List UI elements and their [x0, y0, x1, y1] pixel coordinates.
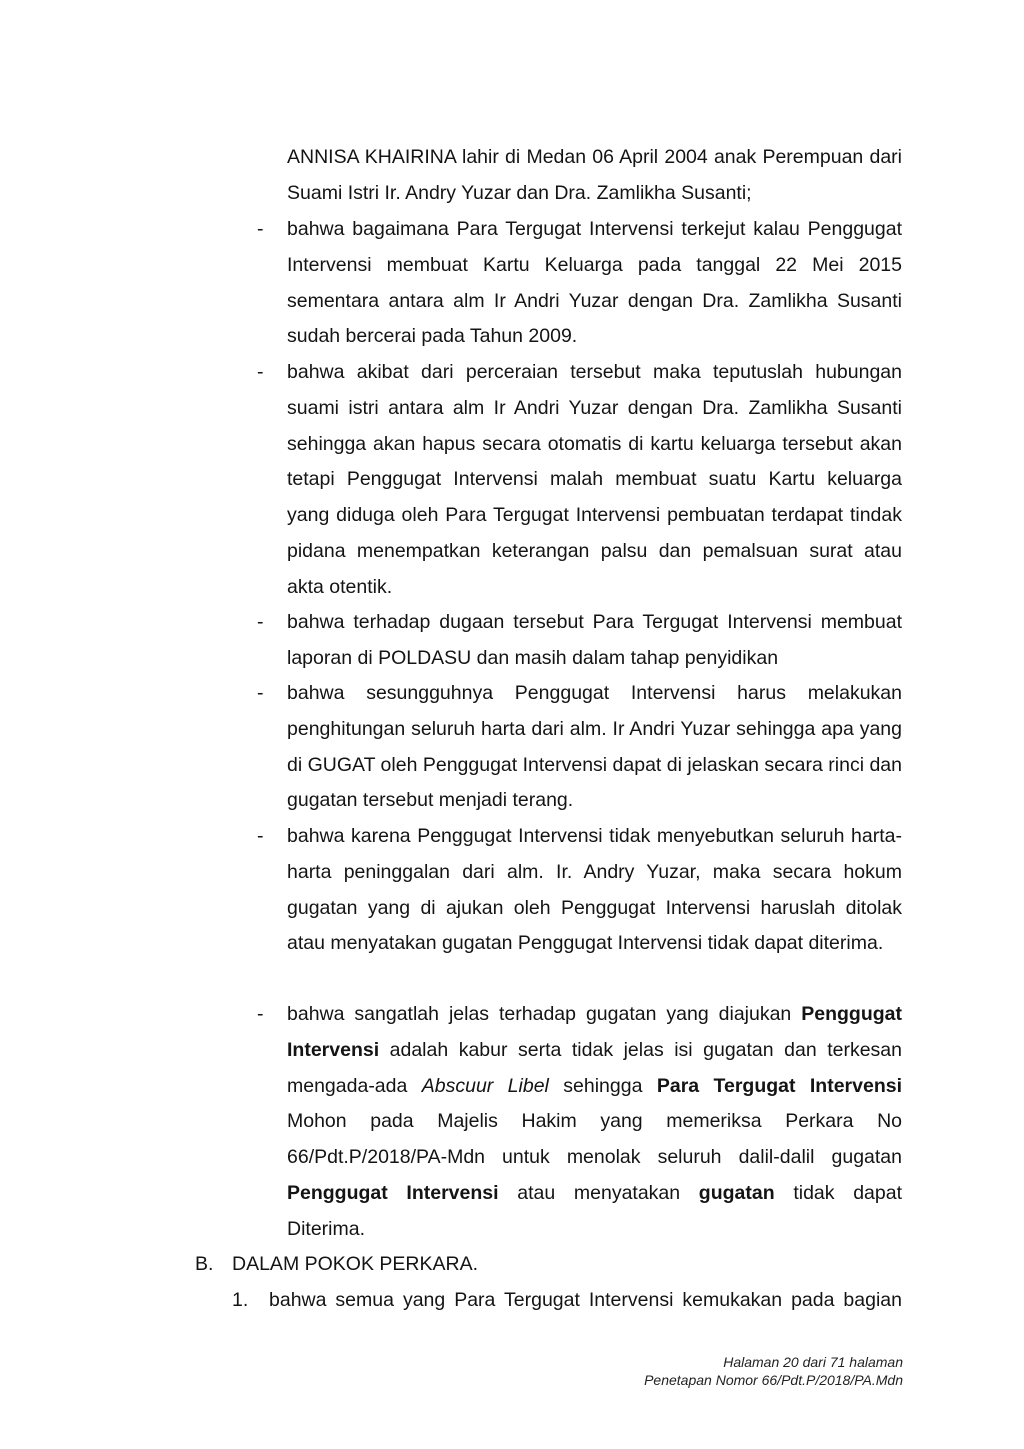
bold-term: gugatan	[698, 1181, 775, 1204]
text-run: Mohon pada Majelis Hakim yang memeriksa Perkara No 66/Pdt.P/2018/PA-Mdn untuk menolak seluruh dalil-dalil gugatan	[287, 1110, 902, 1169]
bullet-paragraph-1: bahwa bagaimana Para Tergugat Intervensi terkejut kalau Penggugat Intervensi membuat Kartu Keluarga pada tanggal 22 Mei 2015 sementara antara alm Ir Andri Yuzar dengan Dra. Zamlikha Susanti sudah bercerai pada Tahun 2009.	[287, 218, 902, 348]
bullet-paragraph-4: bahwa sesungguhnya Penggugat Intervensi harus melakukan penghitungan seluruh harta dari alm. Ir Andri Yuzar sehingga apa yang di GUGAT oleh Penggugat Intervensi dapat di jelaskan secara rinci dan gugatan tersebut menjadi terang.	[287, 682, 902, 812]
text-run: sehingga	[548, 1074, 657, 1097]
bullet-marker: -	[257, 218, 264, 240]
bullet-marker: -	[257, 682, 264, 704]
bullet-paragraph-5: bahwa karena Penggugat Intervensi tidak menyebutkan seluruh harta-harta peninggalan dari alm. Ir. Andry Yuzar, maka secara hokum gugatan yang di ajukan oleh Penggugat Intervensi haruslah ditolak atau menyatakan gugatan Penggugat Intervensi tidak dapat diterima.	[287, 825, 902, 955]
bullet-paragraph-3: bahwa terhadap dugaan tersebut Para Tergugat Intervensi membuat laporan di POLDASU dan masih dalam tahap penyidikan	[287, 611, 902, 669]
bold-term: Para Tergugat Intervensi	[656, 1074, 903, 1097]
bullet-paragraph-2: bahwa akibat dari perceraian tersebut maka teputuslah hubungan suami istri antara alm Ir Andri Yuzar dengan Dra. Zamlikha Susanti sehingga akan hapus secara otomatis di kartu keluarga tersebut akan tetapi Penggugat Intervensi malah membuat suatu Kartu keluarga yang diduga oleh Para Tergugat Intervensi pembuatan terdapat tindak pidana menempatkan keterangan palsu dan pemalsuan surat atau akta otentik.	[287, 361, 902, 598]
footer-page-info: Halaman 20 dari 71 halaman	[723, 1354, 903, 1370]
bold-term: Penggugat Intervensi	[287, 1003, 902, 1061]
italic-term: Abscuur Libel	[421, 1074, 549, 1097]
bullet-paragraph-6	[287, 997, 902, 1248]
text-run: atau menyatakan	[498, 1181, 699, 1204]
text-run: tidak dapat Diterima.	[287, 1181, 902, 1240]
section-b-marker: B.	[195, 1253, 214, 1275]
item-1-text: bahwa semua yang Para Tergugat Intervensi kemukakan pada bagian	[269, 1289, 902, 1311]
text-run: bahwa sangatlah jelas terhadap gugatan yang diajukan	[287, 1003, 802, 1025]
text-run: adalah kabur serta tidak jelas isi gugatan dan terkesan mengada-ada	[287, 1038, 902, 1097]
intro-paragraph: ANNISA KHAIRINA lahir di Medan 06 April 2004 anak Perempuan dari Suami Istri Ir. Andry Yuzar dan Dra. Zamlikha Susanti;	[287, 146, 902, 204]
bullet-marker: -	[257, 1003, 264, 1025]
bullet-marker: -	[257, 825, 264, 847]
section-b-heading: DALAM POKOK PERKARA.	[232, 1253, 478, 1275]
footer-case-number: Penetapan Nomor 66/Pdt.P/2018/PA.Mdn	[644, 1372, 903, 1388]
bullet-marker: -	[257, 611, 264, 633]
bold-term: Penggugat Intervensi	[287, 1181, 499, 1204]
bullet-marker: -	[257, 361, 264, 383]
item-1-marker: 1.	[232, 1289, 249, 1311]
